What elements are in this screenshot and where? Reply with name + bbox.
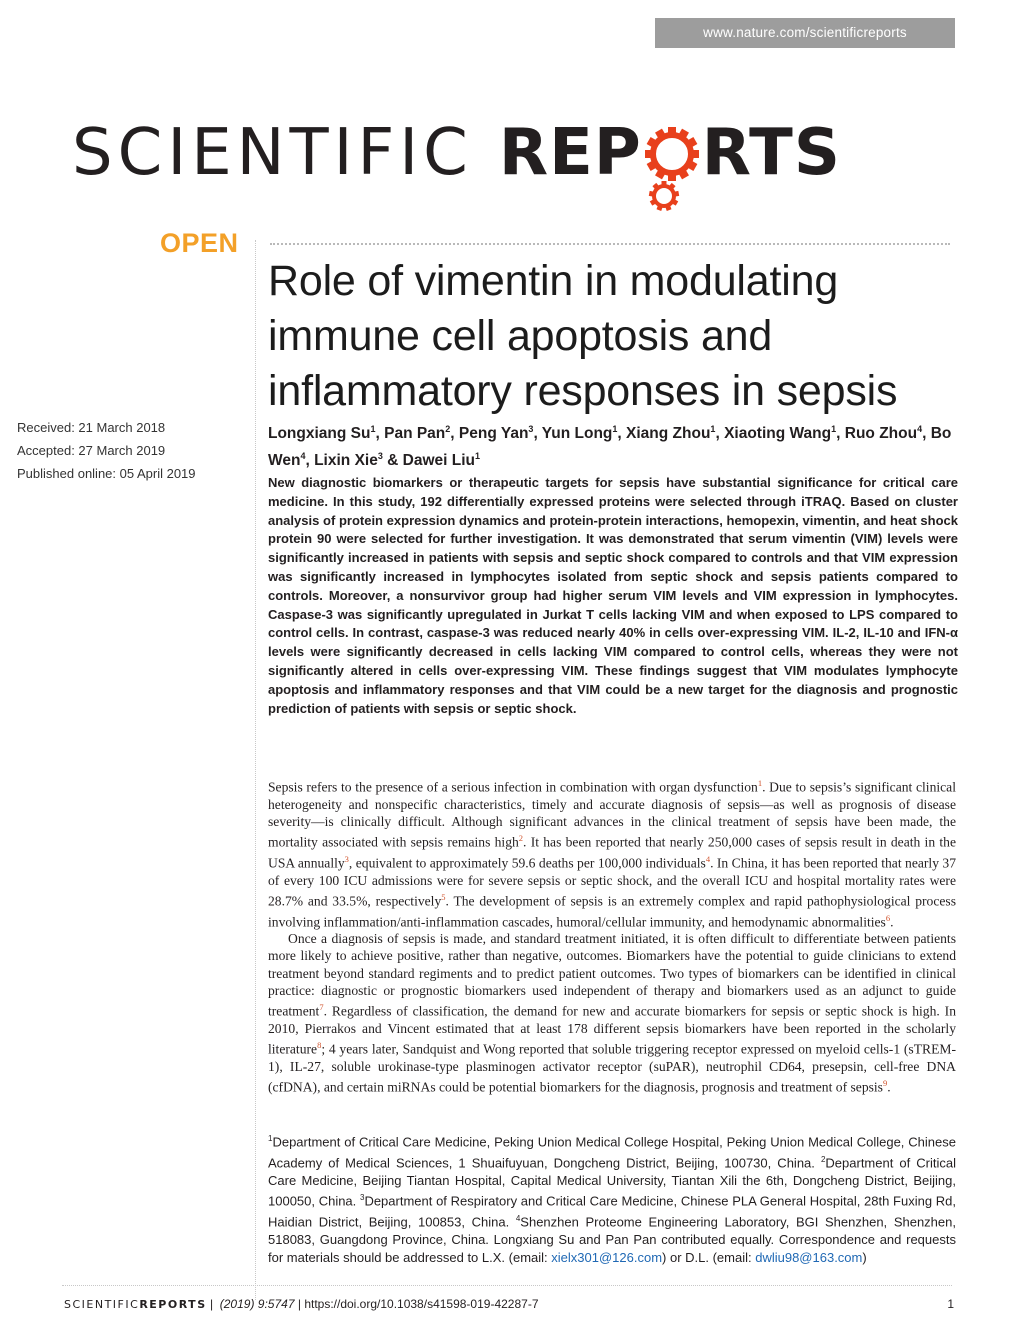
affiliation-text: Department of Critical Care Medicine, Peking Union Medical College Hospital, Peking Union Medical College, Chinese Academy of Medical Sciences, 1 Shuaifuyuan, Dongcheng District, Beijing, 100730, China. <box>268 1134 956 1171</box>
affiliation-ref: 4 <box>917 424 923 434</box>
published-date: Published online: 05 April 2019 <box>17 466 196 481</box>
page-footer <box>64 1297 954 1311</box>
body-text-run: Once a diagnosis of sepsis is made, and standard treatment initiated, it is often difficult to differentiate between patients more likely to achieve positive, rather than negative, outcomes. Biomarkers have the potential to guide clinicians to extend treatment beyond standard regiments and to predict patient outcomes. Two types of biomarkers can be identified in clinical practice: diagnostic or prognostic biomarkers used independent of therapy and biomarkers used as an adjunct to guide treatment <box>268 931 956 1019</box>
body-text-run: . In China, it has been reported that nearly 37 of every 100 ICU admissions were for severe sepsis or septic shock, and the overall ICU and hospital mortality rates were 28.7% and 33.5%, respectively <box>268 855 957 909</box>
reference-link[interactable]: 3 <box>344 853 349 864</box>
masthead-rep: REP <box>498 116 642 190</box>
masthead-rts: RTS <box>701 116 841 190</box>
affiliation-ref: 1 <box>831 424 837 434</box>
affiliation-ref: 1 <box>475 451 481 462</box>
footer-separator: | <box>297 1297 301 1311</box>
body-text-run: . Due to sepsis’s significant clinical heterogeneity and nonspecific characteristics, timely and accurate diagnosis of sepsis—as well as prognosis of disease severity—is clinically difficult. Although significant advances in the clinical treatment of sepsis have been made, the mortality associated with sepsis remains high <box>268 779 956 850</box>
reference-link[interactable]: 4 <box>705 853 711 864</box>
body-paragraph <box>268 775 956 930</box>
column-divider <box>255 240 256 1300</box>
correspondence-text: Longxiang Su and Pan Pan contributed equally. Correspondence and requests for materials should be addressed to L.X. (email: <box>268 1232 956 1265</box>
correspondence-text: ) or D.L. (email: <box>662 1249 756 1265</box>
author-name[interactable]: Dawei Liu <box>402 452 476 470</box>
open-access-badge: OPEN <box>160 228 239 258</box>
body-text-run: . Regardless of classification, the demand for new and accurate biomarkers for sepsis or septic shock is high. In 2010, Pierrakos and Vincent estimated that at least 178 different sepsis biomarkers have been reported in the scholarly literature <box>268 1003 956 1057</box>
correspondence-text: ) <box>862 1249 867 1265</box>
email-link-liu[interactable]: dwliu98@163.com <box>755 1249 863 1265</box>
body-text-run: . <box>887 1079 891 1095</box>
body-paragraph <box>268 930 956 1095</box>
author-name[interactable]: Xiaoting Wang <box>724 425 832 443</box>
footer-divider <box>62 1285 952 1286</box>
affiliation-number: 2 <box>820 1154 826 1164</box>
affiliation-number: 1 <box>268 1134 273 1143</box>
reference-link[interactable]: 1 <box>757 778 763 788</box>
accepted-date: Accepted: 27 March 2019 <box>17 443 166 458</box>
gear-logo-icon <box>643 108 701 220</box>
title-divider <box>270 243 950 245</box>
affiliation-text: Department of Respiratory and Critical Care Medicine, Chinese PLA General Hospital, 28th Fuxing Rd, Haidian District, Beijing, 100853, China. <box>268 1193 956 1230</box>
affiliation-text: Department of Critical Care Medicine, Beijing Tiantan Hospital, Capital Medical University, Tiantan Xili the 6th, Dongcheng District, Beijing, 100050, China. <box>268 1155 956 1209</box>
affiliation-ref: 3 <box>528 424 534 434</box>
body-text-run: ; 4 years later, Sandquist and Wong reported that soluble triggering receptor expressed on myeloid cells-1 (sTREM-1), IL-27, soluble urokinase-type plasminogen activator receptor (suPAR), neutrophil CD64, presepsin, cell-free DNA (cfDNA), and certain miRNAs could be potential biomarkers for the diagnosis, prognosis and treatment of sepsis <box>268 1041 956 1095</box>
author-name[interactable]: Yun Long <box>541 425 613 443</box>
affiliation-ref: 4 <box>300 451 306 462</box>
reference-link[interactable]: 5 <box>441 891 446 902</box>
author-name[interactable]: Bo Wen <box>268 425 952 470</box>
reference-link[interactable]: 6 <box>885 912 891 923</box>
article-body <box>268 775 956 1096</box>
author-name[interactable]: Xiang Zhou <box>626 425 711 443</box>
footer-journal-bold: REPORTS <box>139 1298 207 1311</box>
journal-masthead <box>72 108 841 198</box>
page-number: 1 <box>947 1297 954 1311</box>
email-link-xie[interactable]: xielx301@126.com <box>551 1249 663 1265</box>
author-name[interactable]: Pan Pan <box>384 425 446 443</box>
author-name[interactable]: Lixin Xie <box>314 452 378 470</box>
body-text-run: . It has been reported that nearly 250,000 cases of sepsis result in death in the USA annually <box>268 834 956 871</box>
author-name[interactable]: Ruo Zhou <box>844 425 918 443</box>
footer-separator: | <box>209 1297 214 1311</box>
body-text-run: . <box>890 914 894 930</box>
doi-link[interactable]: https://doi.org/10.1038/s41598-019-42287-7 <box>304 1297 539 1311</box>
affiliation-ref: 2 <box>445 424 451 434</box>
reference-link[interactable]: 7 <box>319 1002 324 1013</box>
affiliation-number: 4 <box>515 1214 521 1224</box>
masthead-scientific: SCIENTIFIC <box>72 116 473 190</box>
affiliation-text: Shenzhen Proteome Engineering Laboratory, BGI Shenzhen, Shenzhen, 518083, Guangdong Province, China. <box>268 1214 956 1248</box>
affiliation-ref: 3 <box>377 451 383 462</box>
journal-url-link[interactable]: www.nature.com/scientificreports <box>655 18 955 48</box>
affiliation-number: 3 <box>359 1193 365 1203</box>
affiliations <box>268 1130 956 1266</box>
footer-citation: (2019) 9:5747 <box>219 1297 295 1311</box>
reference-link[interactable]: 2 <box>518 833 524 844</box>
affiliation-ref: 1 <box>710 424 716 434</box>
affiliation-ref: 1 <box>370 424 376 434</box>
author-name[interactable]: Longxiang Su <box>268 425 371 443</box>
affiliation-ref: 1 <box>612 424 618 434</box>
body-text-run: Sepsis refers to the presence of a serious infection in combination with organ dysfunction <box>268 779 758 795</box>
body-text-run: . The development of sepsis is an extremely complex and rapid pathophysiological process involving inflammation/anti-inflammation cascades, humoral/cellular immunity, and hemodynamic abnormalities <box>268 893 956 930</box>
received-date: Received: 21 March 2018 <box>17 420 166 435</box>
abstract: New diagnostic biomarkers or therapeutic targets for sepsis have substantial significance for critical care medicine. In this study, 192 differentially expressed proteins were selected through iTRAQ. Based on cluster analysis of protein expression dynamics and protein-protein interactions, hemopexin, vimentin, and heat shock protein 90 were selected for further investigation. It was demonstrated that serum vimentin (VIM) levels were significantly increased in patients with sepsis and septic shock compared to controls and that VIM expression was significantly increased in lymphocytes isolated from septic shock and sepsis patients compared to controls. Moreover, a nonsurvivor group had higher serum VIM levels and VIM expression in lymphocytes. Caspase-3 was significantly upregulated in Jurkat T cells lacking VIM and when exposed to LPS compared to control cells. In contrast, caspase-3 was reduced nearly 40% in cells over-expressing VIM. IL-2, IL-10 and IFN-α levels were significantly decreased in cells lacking VIM compared to control cells, whereas they were not significantly altered in cells over-expressing VIM. These findings suggest that VIM modulates lymphocyte apoptosis and inflammatory responses and that VIM could be a new target for the diagnosis and prognostic prediction of patients with sepsis or septic shock. <box>268 475 958 716</box>
article-dates <box>17 416 249 485</box>
author-name[interactable]: Peng Yan <box>458 425 529 443</box>
footer-journal-thin: SCIENTIFIC <box>64 1298 140 1311</box>
reference-link[interactable]: 9 <box>882 1077 888 1088</box>
reference-link[interactable]: 8 <box>317 1040 322 1051</box>
author-list: Longxiang Su$^1$, Pan Pan$^2$, Peng Yan$^3$, Yun Long$^1$, Xiang Zhou$^1$, Xiaoting Wang$^1$, Ruo Zhou$^4$, Bo Wen$^4$, Lixin Xie$^3$ & Dawei Liu$^1$ <box>268 424 952 470</box>
body-text-run: , equivalent to approximately 59.6 deaths per 100,000 individuals <box>348 855 706 871</box>
article-title: Role of vimentin in modulating immune cell apoptosis and inflammatory responses in sepsis <box>268 257 898 415</box>
